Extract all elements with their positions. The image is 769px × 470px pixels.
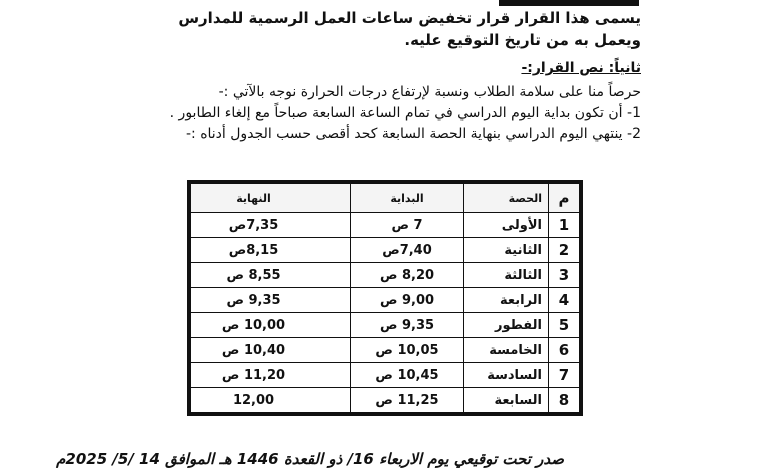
header-period: الحصة <box>464 184 549 213</box>
start-time: 10,05 ص <box>351 338 464 363</box>
heading-underline-remnant <box>499 0 639 6</box>
decision-body <box>121 82 641 145</box>
row-number: 5 <box>549 313 580 338</box>
intro-line: حرصاً منا على سلامة الطلاب ونسبة لإرتفاع درجات الحرارة نوجه بالآتي :- <box>218 84 641 100</box>
start-time: 7,40ص <box>351 238 464 263</box>
header-number: م <box>549 184 580 213</box>
period-name: الفطور <box>464 313 549 338</box>
issuance-note: صدر تحت توقيعي يوم الاربعاء 16/ ذو القعدة 1446 هـ الموافق 14 /5/ 2025م <box>56 450 564 468</box>
period-name: الرابعة <box>464 288 549 313</box>
start-time: 8,20 ص <box>351 263 464 288</box>
period-name: الخامسة <box>464 338 549 363</box>
start-time: 9,35 ص <box>351 313 464 338</box>
table-row <box>191 288 580 313</box>
period-name: السابعة <box>464 388 549 413</box>
point-one: 1- أن تكون بداية اليوم الدراسي في تمام الساعة السابعة صباحاً مع إلغاء الطابور . <box>169 105 641 121</box>
end-time: 12,00 <box>191 388 351 413</box>
table-header-row <box>191 184 580 213</box>
period-name: السادسة <box>464 363 549 388</box>
end-time: 8,15ص <box>191 238 351 263</box>
header-start: البداية <box>351 184 464 213</box>
table-row <box>191 388 580 413</box>
table-row <box>191 338 580 363</box>
start-time: 7 ص <box>351 213 464 238</box>
start-time: 10,45 ص <box>351 363 464 388</box>
row-number: 3 <box>549 263 580 288</box>
table-row <box>191 363 580 388</box>
end-time: 9,35 ص <box>191 288 351 313</box>
end-time: 10,40 ص <box>191 338 351 363</box>
period-name: الأولى <box>464 213 549 238</box>
period-name: الثالثة <box>464 263 549 288</box>
table-row <box>191 238 580 263</box>
schedule-table <box>190 183 580 413</box>
row-number: 4 <box>549 288 580 313</box>
start-time: 11,25 ص <box>351 388 464 413</box>
table-row <box>191 213 580 238</box>
table-row <box>191 263 580 288</box>
row-number: 2 <box>549 238 580 263</box>
start-time: 9,00 ص <box>351 288 464 313</box>
table-row <box>191 313 580 338</box>
point-two: 2- ينتهي اليوم الدراسي بنهاية الحصة السابعة كحد أقصى حسب الجدول أدناه :- <box>185 126 641 142</box>
schedule-table-frame <box>187 180 583 416</box>
end-time: 7,35ص <box>191 213 351 238</box>
row-number: 7 <box>549 363 580 388</box>
row-number: 6 <box>549 338 580 363</box>
period-name: الثانية <box>464 238 549 263</box>
end-time: 10,00 ص <box>191 313 351 338</box>
row-number: 8 <box>549 388 580 413</box>
end-time: 11,20 ص <box>191 363 351 388</box>
decision-name-paragraph: يسمى هذا القرار قرار تخفيض ساعات العمل الرسمية للمدارس ويعمل به من تاريخ التوقيع عليه. <box>178 9 641 49</box>
decision-text-heading: ثانياً: نص القرار:- <box>521 60 641 76</box>
end-time: 8,55 ص <box>191 263 351 288</box>
row-number: 1 <box>549 213 580 238</box>
header-end: النهاية <box>191 184 351 213</box>
